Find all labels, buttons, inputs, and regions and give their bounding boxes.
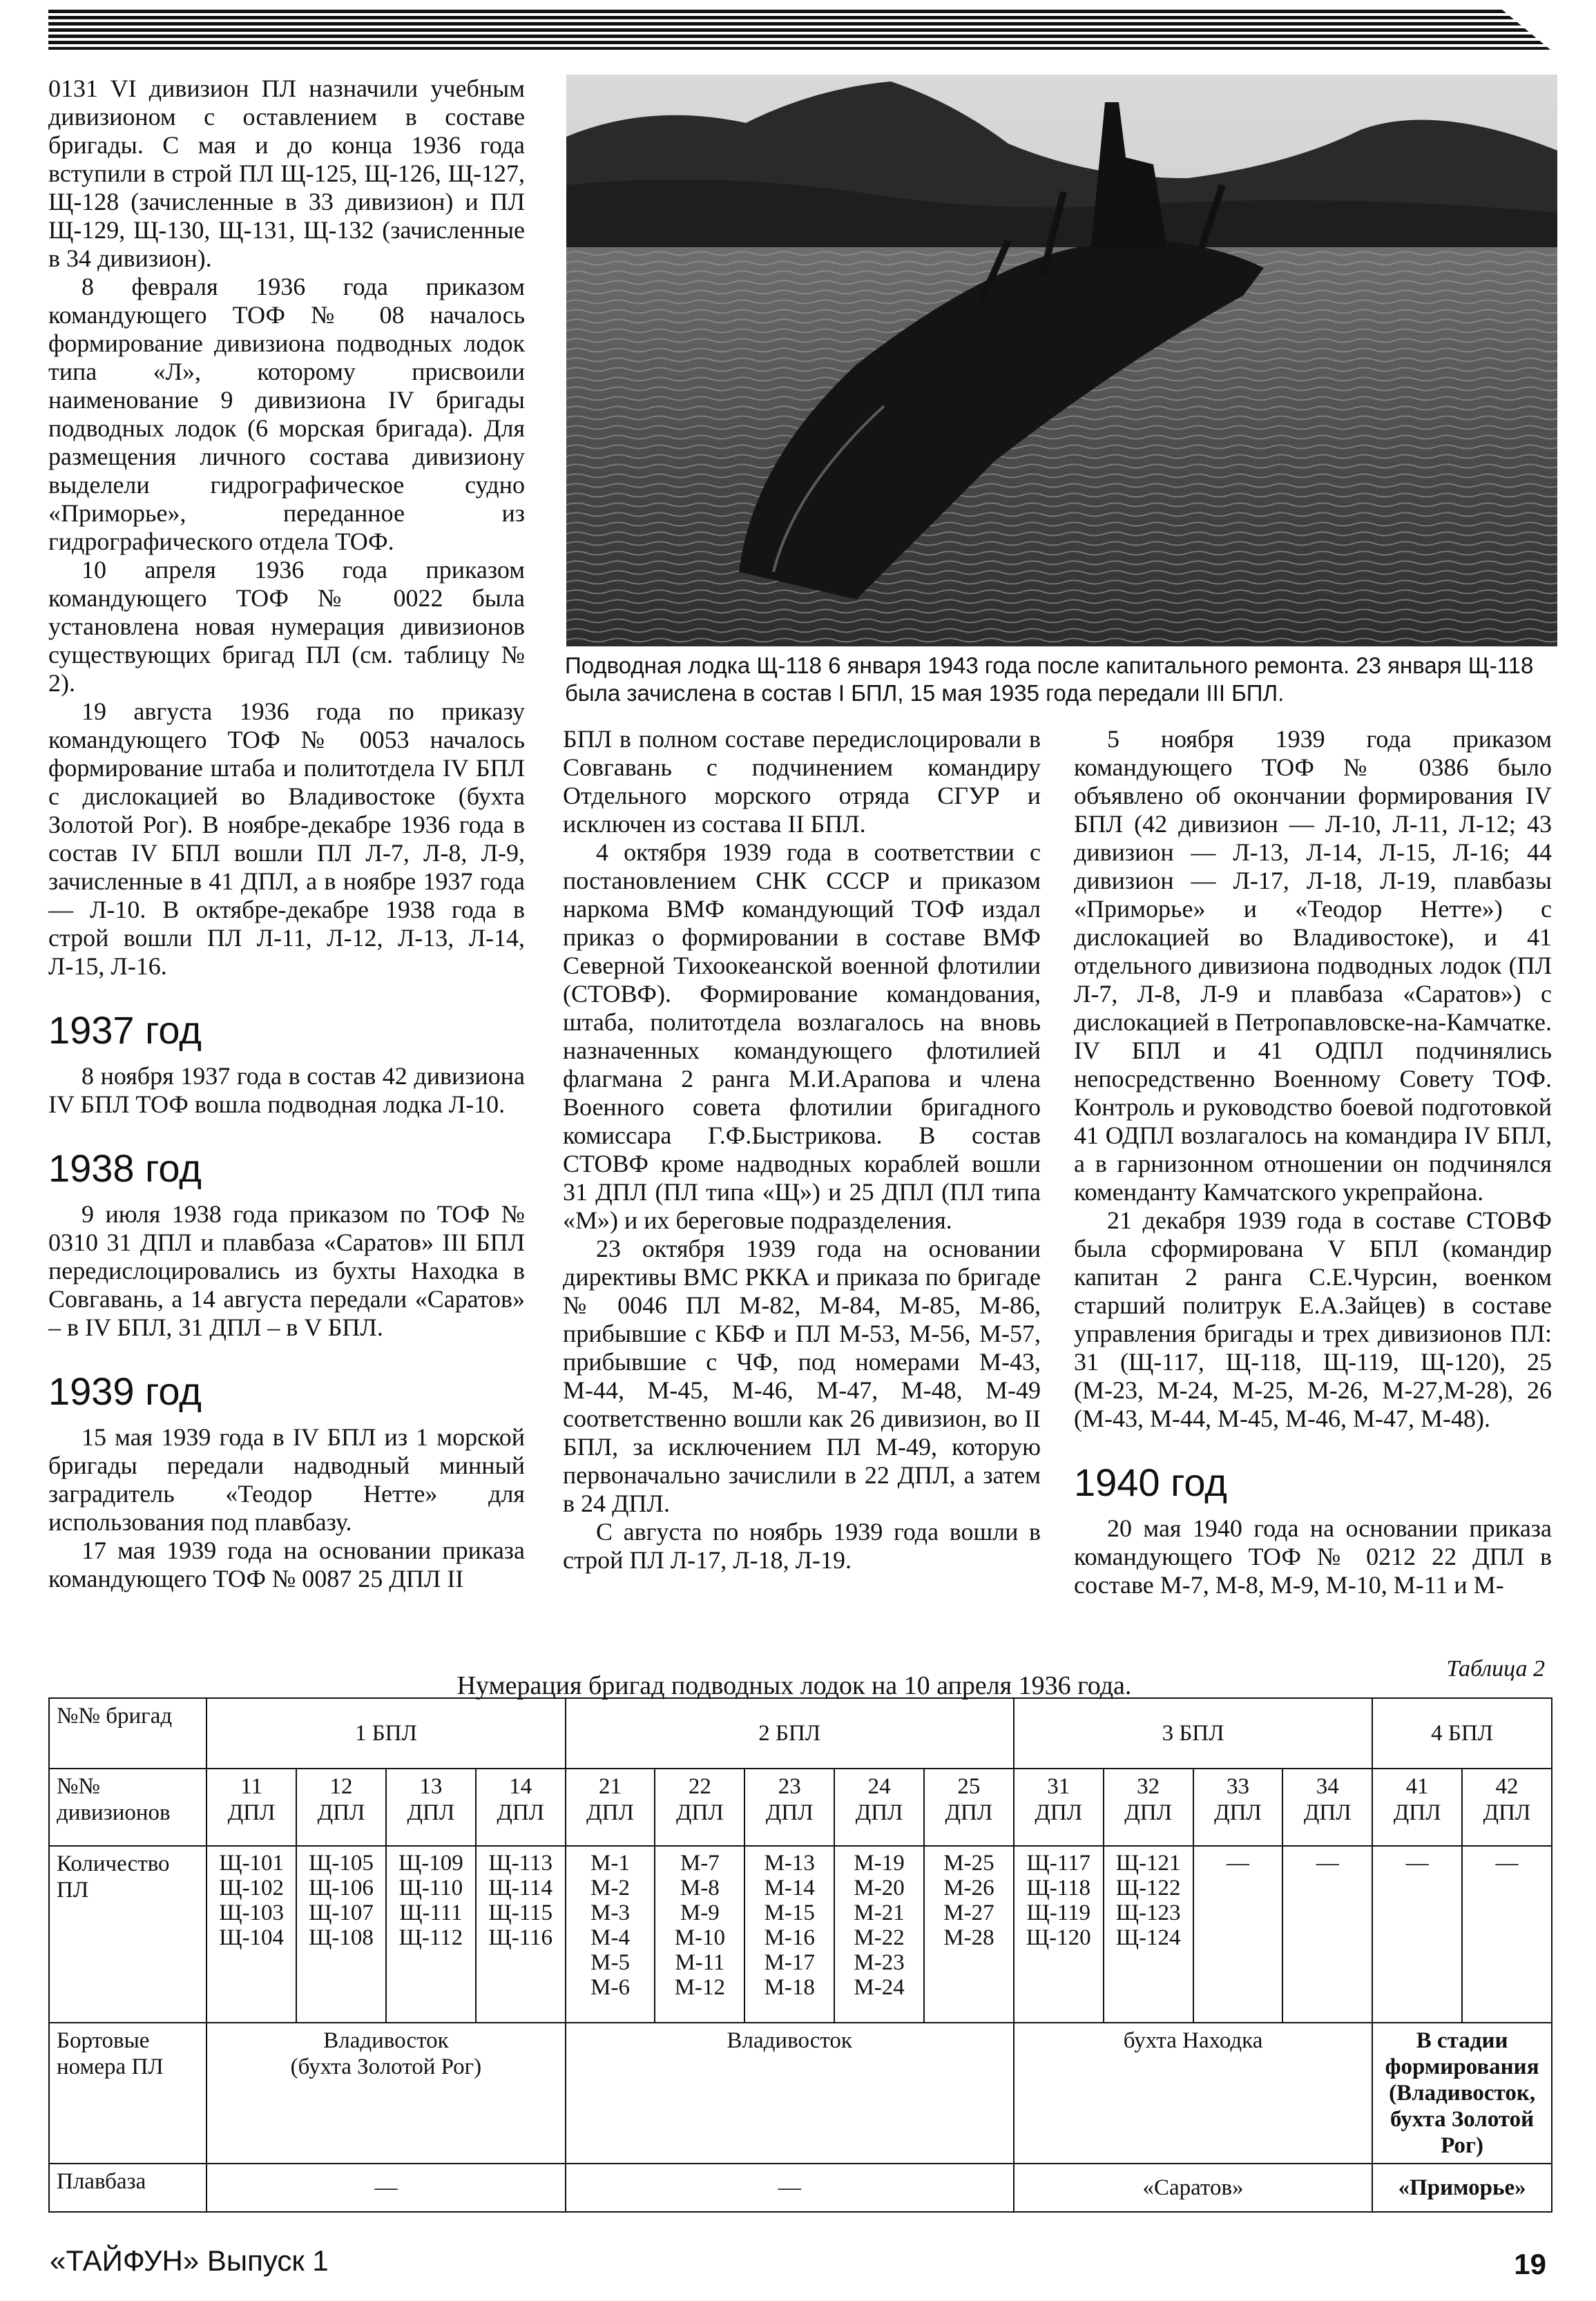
division-number: 13 — [419, 1774, 443, 1799]
text-column-3 — [1074, 725, 1552, 1599]
division-cell — [476, 1769, 566, 1846]
text-column-2 — [563, 725, 1041, 1575]
division-unit: ДПЛ — [945, 1800, 993, 1825]
base-cell: «Приморье» — [1372, 2164, 1552, 2212]
division-number: 31 — [1047, 1774, 1070, 1799]
row-label: Количество ПЛ — [49, 1846, 206, 2023]
division-unit: ДПЛ — [855, 1800, 903, 1825]
header-rule — [48, 10, 1550, 50]
base-cell: «Саратов» — [1014, 2164, 1372, 2212]
division-cell — [834, 1769, 924, 1846]
boats-cell: — — [1193, 1846, 1283, 2023]
division-cell — [1193, 1769, 1283, 1846]
division-cell — [924, 1769, 1014, 1846]
division-cell — [1014, 1769, 1104, 1846]
division-number: 12 — [329, 1774, 353, 1799]
paragraph: БПЛ в полном составе передислоцировали в Совгавань с подчинением командиру Отдельного морского отряда СГУР и исключен из состава II БПЛ. — [563, 725, 1041, 838]
table-title: Нумерация бригад подводных лодок на 10 апреля 1936 года. — [456, 1671, 1132, 1700]
division-unit: ДПЛ — [317, 1800, 365, 1825]
division-cell — [744, 1769, 834, 1846]
paragraph: 20 мая 1940 года на основании приказа командующего ТОФ № 0212 22 ДПЛ в составе М-7, М-8, М-9, М-10, М-11 и М- — [1074, 1514, 1552, 1599]
division-cell — [655, 1769, 744, 1846]
boats-cell: Щ-121 Щ-122 Щ-123 Щ-124 — [1104, 1846, 1193, 2023]
boats-cell: Щ-109 Щ-110 Щ-111 Щ-112 — [386, 1846, 476, 2023]
row-label: Бортовые номера ПЛ — [49, 2023, 206, 2164]
division-unit: ДПЛ — [1393, 1800, 1441, 1825]
paragraph: 19 августа 1936 года по приказу командующего ТОФ № 0053 началось формирование штаба и политотдела IV БПЛ с дислокацией во Владивостоке (бухта Золотой Рог). В ноябре-декабре 1936 года в состав IV БПЛ вошли ПЛ Л-7, Л-8, Л-9, зачисленные в 41 ДПЛ, а в ноябре 1937 года — Л-10. В октябре-декабре 1938 года в строй вошли ПЛ Л-11, Л-12, Л-13, Л-14, Л-15, Л-16. — [48, 697, 525, 980]
division-unit: ДПЛ — [1214, 1800, 1262, 1825]
division-cell — [206, 1769, 296, 1846]
magazine-title: «ТАЙФУН» Выпуск 1 — [50, 2244, 329, 2277]
text-column-1 — [48, 75, 525, 1593]
table-number: Таблица 2 — [1446, 1656, 1545, 1682]
section-heading-1938: 1938 год — [48, 1146, 202, 1190]
division-number: 22 — [688, 1774, 711, 1799]
location-cell: Владивосток (бухта Золотой Рог) — [206, 2023, 565, 2164]
boats-cell: М-25 М-26 М-27 М-28 — [924, 1846, 1014, 2023]
division-unit: ДПЛ — [1483, 1800, 1531, 1825]
section-heading-1939: 1939 год — [48, 1369, 202, 1413]
table-row — [49, 2164, 1552, 2212]
division-cell — [386, 1769, 476, 1846]
division-number: 34 — [1316, 1774, 1339, 1799]
boats-cell: Щ-101 Щ-102 Щ-103 Щ-104 — [206, 1846, 296, 2023]
page-number: 19 — [1514, 2248, 1546, 2280]
boats-cell: — — [1282, 1846, 1372, 2023]
brigade-cell: 3 БПЛ — [1014, 1698, 1372, 1769]
boats-cell: Щ-105 Щ-106 Щ-107 Щ-108 — [296, 1846, 386, 2023]
division-unit: ДПЛ — [676, 1800, 724, 1825]
division-unit: ДПЛ — [1124, 1800, 1172, 1825]
division-unit: ДПЛ — [586, 1800, 634, 1825]
paragraph: 9 июля 1938 года приказом по ТОФ № 0310 31 ДПЛ и плавбаза «Саратов» III БПЛ передислоцировались из бухты Находка в Совгавань, а 14 августа передали «Саратов» – в IV БПЛ, 31 ДПЛ – в V БПЛ. — [48, 1200, 525, 1341]
division-number: 21 — [599, 1774, 622, 1799]
division-cell — [296, 1769, 386, 1846]
division-number: 24 — [867, 1774, 891, 1799]
division-cell — [1462, 1769, 1552, 1846]
division-number: 25 — [957, 1774, 981, 1799]
boats-cell: Щ-117 Щ-118 Щ-119 Щ-120 — [1014, 1846, 1104, 2023]
table-row — [49, 2023, 1552, 2164]
location-cell: В стадии формирования (Владивосток, бухта Золотой Рог) — [1372, 2023, 1552, 2164]
section-heading-1940: 1940 год — [1074, 1461, 1227, 1504]
paragraph: 5 ноября 1939 года приказом командующего ТОФ № 0386 было объявлено об окончании формирования IV БПЛ (42 дивизион — Л-10, Л-11, Л-12; 43 дивизион — Л-13, Л-14, Л-15, Л-16; 44 дивизион — Л-17, Л-18, Л-19, плавбазы «Приморье» и «Теодор Нетте») с дислокацией во Владивостоке), и 41 отдельного дивизиона подводных лодок (ПЛ Л-7, Л-8, Л-9 и плавбаза «Саратов») с дислокацией в Петропавловске-на-Камчатке. IV БПЛ и 41 ОДПЛ подчинялись непосредственно Военному Совету ТОФ. Контроль и руководство боевой подготовкой 41 ОДПЛ возлагалось на командира IV БПЛ, а в гарнизонном отношении он подчинялся коменданту Камчатского укрепрайона. — [1074, 725, 1552, 1206]
division-unit: ДПЛ — [1303, 1800, 1352, 1825]
brigade-cell: 1 БПЛ — [206, 1698, 565, 1769]
section-heading-1937: 1937 год — [48, 1008, 202, 1052]
division-cell — [1282, 1769, 1372, 1846]
location-cell: бухта Находка — [1014, 2023, 1372, 2164]
division-cell — [1372, 1769, 1462, 1846]
paragraph: 0131 VI дивизион ПЛ назначили учебным дивизионом с оставлением в составе бригады. С мая и до конца 1936 года вступили в строй ПЛ Щ-125, Щ-126, Щ-127, Щ-128 (зачисленные в 33 дивизион) и ПЛ Щ-129, Щ-130, Щ-131, Щ-132 (зачисленные в 34 дивизион). — [48, 75, 525, 272]
boats-cell: — — [1372, 1846, 1462, 2023]
paragraph: 15 мая 1939 года в IV БПЛ из 1 морской бригады передали надводный минный заградитель «Теодор Нетте» для использования под плавбазу. — [48, 1423, 525, 1536]
submarine-photo — [566, 75, 1557, 646]
row-label: №№ дивизионов — [49, 1769, 206, 1846]
photo-caption: Подводная лодка Щ-118 6 января 1943 года после капитального ремонта. 23 января Щ-118 была зачислена в состав I БПЛ, 15 мая 1935 года передали III БПЛ. — [565, 653, 1534, 706]
brigade-cell: 4 БПЛ — [1372, 1698, 1552, 1769]
brigades-table — [48, 1697, 1552, 2213]
boats-cell: М-19 М-20 М-21 М-22 М-23 М-24 — [834, 1846, 924, 2023]
table-row — [49, 1698, 1552, 1769]
paragraph: 8 ноября 1937 года в состав 42 дивизиона IV БПЛ ТОФ вошла подводная лодка Л-10. — [48, 1062, 525, 1118]
division-number: 33 — [1226, 1774, 1249, 1799]
boats-cell: — — [1462, 1846, 1552, 2023]
division-number: 11 — [240, 1774, 263, 1799]
division-number: 32 — [1137, 1774, 1160, 1799]
paragraph: С августа по ноябрь 1939 года вошли в строй ПЛ Л-17, Л-18, Л-19. — [563, 1518, 1041, 1574]
division-number: 14 — [509, 1774, 532, 1799]
boats-cell: М-7 М-8 М-9 М-10 М-11 М-12 — [655, 1846, 744, 2023]
paragraph: 21 декабря 1939 года в составе СТОВФ была сформирована V БПЛ (командир капитан 2 ранга С.Е.Чурсин, военком старший политрук Е.А.Зайцев) в составе управления бригады и трех дивизионов ПЛ: 31 (Щ-117, Щ-118, Щ-119, Щ-120), 25 (М-23, М-24, М-25, М-26, М-27,М-28), 26 (М-43, М-44, М-45, М-46, М-47, М-48). — [1074, 1206, 1552, 1432]
division-number: 42 — [1495, 1774, 1519, 1799]
division-cell — [1104, 1769, 1193, 1846]
division-unit: ДПЛ — [497, 1800, 545, 1825]
division-number: 23 — [778, 1774, 801, 1799]
paragraph: 17 мая 1939 года на основании приказа командующего ТОФ № 0087 25 ДПЛ II — [48, 1537, 525, 1592]
division-unit: ДПЛ — [227, 1800, 276, 1825]
table-row — [49, 1846, 1552, 2023]
row-label: №№ бригад — [49, 1698, 206, 1769]
division-unit: ДПЛ — [407, 1800, 455, 1825]
paragraph: 23 октября 1939 года на основании директивы ВМС РККА и приказа по бригаде № 0046 ПЛ М-82, М-84, М-85, М-86, прибывшие с КБФ и ПЛ М-53, М-56, М-57, прибывшие с ЧФ, под номерами М-43, М-44, М-45, М-46, М-47, М-48, М-49 соответственно вошли как 26 дивизион, во II БПЛ, за исключением ПЛ М-49, которую первоначально зачислили в 22 ДПЛ, а затем в 24 ДПЛ. — [563, 1235, 1041, 1517]
division-cell — [566, 1769, 655, 1846]
paragraph: 10 апреля 1936 года приказом командующего ТОФ № 0022 была установлена новая нумерация дивизионов существующих бригад ПЛ (см. таблицу № 2). — [48, 556, 525, 697]
brigade-cell: 2 БПЛ — [566, 1698, 1014, 1769]
division-unit: ДПЛ — [1035, 1800, 1083, 1825]
division-number: 41 — [1405, 1774, 1429, 1799]
boats-cell: Щ-113 Щ-114 Щ-115 Щ-116 — [476, 1846, 566, 2023]
location-cell: Владивосток — [566, 2023, 1014, 2164]
paragraph: 4 октября 1939 года в соответствии с постановлением СНК СССР и приказом наркома ВМФ командующий ТОФ издал приказ о формировании в составе ВМФ Северной Тихоокеанской военной флотилии (СТОВФ). Формирование командования, штаба, политотдела возлагалось на вновь назначенных командующего флотилией флагмана 2 ранга М.И.Арапова и члена Военного совета флотилии бригадного комиссара Г.Ф.Быстрикова. В состав СТОВФ кроме надводных кораблей вошли 31 ДПЛ (ПЛ типа «Щ») и 25 ДПЛ (ПЛ типа «М») и их береговые подразделения. — [563, 838, 1041, 1234]
boats-cell: М-1 М-2 М-3 М-4 М-5 М-6 — [566, 1846, 655, 2023]
division-unit: ДПЛ — [765, 1800, 814, 1825]
boats-cell: М-13 М-14 М-15 М-16 М-17 М-18 — [744, 1846, 834, 2023]
table-row — [49, 1769, 1552, 1846]
row-label: Плавбаза — [49, 2164, 206, 2212]
base-cell: — — [206, 2164, 565, 2212]
base-cell: — — [566, 2164, 1014, 2212]
paragraph: 8 февраля 1936 года приказом командующего ТОФ № 08 началось формирование дивизиона подводных лодок типа «Л», которому присвоили наименование 9 дивизиона IV бригады подводных лодок (6 морская бригада). Для размещения личного состава дивизиону выделели гидрографическое судно «Приморье», переданное из гидрографического отдела ТОФ. — [48, 273, 525, 555]
